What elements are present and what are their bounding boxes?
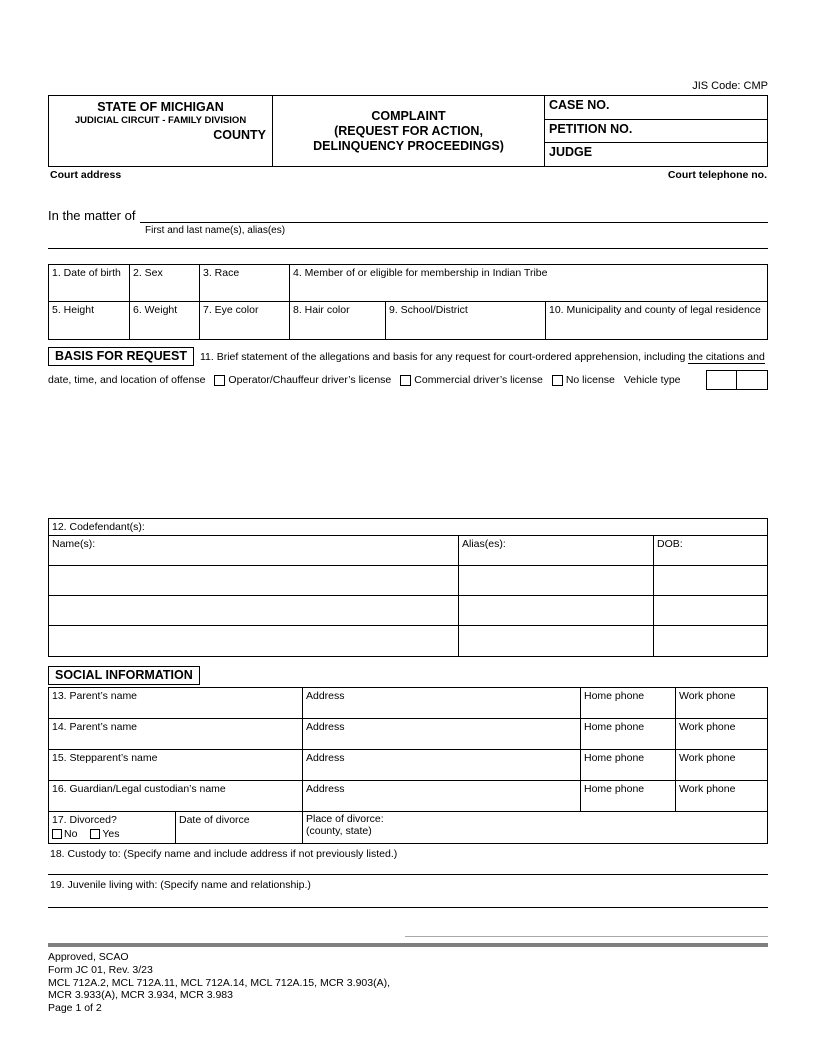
parent1-name-label: 13. Parent’s name <box>52 690 138 702</box>
codefendant-dob-header: DOB: <box>657 538 683 550</box>
address-label: Address <box>306 752 345 764</box>
no-license-checkbox[interactable] <box>552 375 563 386</box>
codefendant-row <box>49 596 767 626</box>
sex-field[interactable] <box>130 265 200 301</box>
home-phone-label: Home phone <box>584 783 645 795</box>
operator-license-option[interactable] <box>214 374 391 386</box>
parent1-row <box>49 688 767 719</box>
codefendant-dob-field[interactable] <box>654 596 767 625</box>
divorced-yes-checkbox[interactable] <box>90 829 100 839</box>
custody-field[interactable] <box>48 844 768 875</box>
divorced-no-option[interactable] <box>52 828 77 840</box>
eye-color-label: 7. Eye color <box>203 304 259 316</box>
demographics-table <box>48 264 768 340</box>
work-phone-label: Work phone <box>679 752 736 764</box>
judge-label: JUDGE <box>549 145 593 160</box>
height-field[interactable] <box>49 302 130 339</box>
home-phone-label: Home phone <box>584 690 645 702</box>
demographics-row-2 <box>48 302 768 340</box>
place-of-divorce-field[interactable] <box>303 812 767 843</box>
codefendant-name-field[interactable] <box>49 566 459 595</box>
operator-license-label: Operator/Chauffeur driver’s license <box>228 374 392 386</box>
no-license-label: No license <box>565 374 615 386</box>
footer-page-number: Page 1 of 2 <box>48 1002 102 1015</box>
codefendant-dob-field[interactable] <box>654 626 767 656</box>
codefendant-row <box>49 626 767 656</box>
guardian-row <box>49 781 767 812</box>
divorced-no-label: No <box>64 828 78 840</box>
jis-code: JIS Code: CMP <box>692 80 768 92</box>
codefendants-table <box>48 518 768 657</box>
guardian-work-phone-field[interactable] <box>676 781 767 811</box>
parent1-work-phone-field[interactable] <box>676 688 767 718</box>
footer-citations-2: MCR 3.933(A), MCR 3.934, MCR 3.983 <box>48 989 233 1002</box>
tribe-field[interactable] <box>290 265 767 301</box>
form-title-line2: (REQUEST FOR ACTION, <box>334 123 483 138</box>
address-label: Address <box>306 721 345 733</box>
divorced-yes-label: Yes <box>102 828 120 840</box>
codefendant-alias-field[interactable] <box>459 626 654 656</box>
stepparent-work-phone-field[interactable] <box>676 750 767 780</box>
divorced-label: 17. Divorced? <box>52 814 117 826</box>
race-field[interactable] <box>200 265 290 301</box>
weight-label: 6. Weight <box>133 304 178 316</box>
parent2-address-field[interactable] <box>303 719 581 749</box>
divorced-field <box>49 812 176 843</box>
hair-color-field[interactable] <box>290 302 386 339</box>
dob-label: 1. Date of birth <box>52 267 121 279</box>
parent2-name-field[interactable] <box>49 719 303 749</box>
demographics-row-1 <box>48 264 768 302</box>
codefendant-alias-field[interactable] <box>459 596 654 625</box>
stepparent-name-label: 15. Stepparent’s name <box>52 752 158 764</box>
matter-name-field-2[interactable] <box>48 236 768 249</box>
divorced-yes-option[interactable] <box>90 828 119 840</box>
municipality-label: 10. Municipality and county of legal residence <box>549 304 761 316</box>
parent2-home-phone-field[interactable] <box>581 719 676 749</box>
school-field[interactable] <box>386 302 546 339</box>
place-of-divorce-hint: (county, state) <box>306 825 372 837</box>
codefendant-name-field[interactable] <box>49 626 459 656</box>
address-label: Address <box>306 690 345 702</box>
circuit-title: JUDICIAL CIRCUIT - FAMILY DIVISION <box>74 115 247 126</box>
codefendant-name-field[interactable] <box>49 596 459 625</box>
commercial-license-label: Commercial driver’s license <box>414 374 543 386</box>
allegations-statement-area[interactable] <box>48 390 768 518</box>
footer-citations-1: MCL 712A.2, MCL 712A.11, MCL 712A.14, MCL 712A.15, MCR 3.903(A), <box>48 976 390 989</box>
parent1-name-field[interactable] <box>49 688 303 718</box>
commercial-license-checkbox[interactable] <box>400 375 411 386</box>
codefendant-name-field[interactable] <box>49 536 459 565</box>
guardian-home-phone-field[interactable] <box>581 781 676 811</box>
basis-section-title: BASIS FOR REQUEST <box>48 347 194 366</box>
address-label: Address <box>306 783 345 795</box>
court-contact-row <box>48 167 768 181</box>
item11-text-cont: date, time, and location of offense <box>48 374 206 386</box>
codefendant-name-header: Name(s): <box>52 538 96 550</box>
operator-license-checkbox[interactable] <box>214 375 225 386</box>
guardian-name-label: 16. Guardian/Legal custodian’s name <box>52 783 226 795</box>
eye-color-field[interactable] <box>200 302 290 339</box>
court-address-label: Court address <box>50 169 122 181</box>
social-table <box>48 687 768 844</box>
state-title: STATE OF MICHIGAN <box>97 100 224 114</box>
school-label: 9. School/District <box>389 304 468 316</box>
codefendants-label: 12. Codefendant(s): <box>49 519 767 536</box>
custody-label: 18. Custody to: (Specify name and include address if not previously listed.) <box>50 848 398 860</box>
divorce-row <box>49 812 767 843</box>
matter-label: In the matter of <box>48 208 136 223</box>
parent1-address-field[interactable] <box>303 688 581 718</box>
place-of-divorce-label: Place of divorce: <box>306 813 384 825</box>
race-label: 3. Race <box>203 267 240 279</box>
petition-no-label: PETITION NO. <box>549 121 633 136</box>
codefendant-dob-field[interactable] <box>654 566 767 595</box>
form-content <box>48 80 768 1015</box>
vehicle-type-label: Vehicle type <box>623 374 681 386</box>
stepparent-address-field[interactable] <box>303 750 581 780</box>
item11-text-underlined: the citations and <box>688 350 765 363</box>
item11-text-main: 11. Brief statement of the allegations and basis for any request for court-ordered apprehension, including <box>199 350 689 363</box>
social-section <box>48 666 768 685</box>
municipality-field[interactable] <box>546 302 767 339</box>
form-footer <box>48 951 768 1015</box>
codefendant-alias-header: Alias(es): <box>462 538 506 550</box>
matter-section <box>48 207 768 249</box>
county-label: COUNTY <box>213 128 266 142</box>
work-phone-label: Work phone <box>679 783 736 795</box>
no-license-option[interactable] <box>552 374 615 386</box>
weight-field[interactable] <box>130 302 200 339</box>
codefendant-alias-field[interactable] <box>459 566 654 595</box>
parent1-home-phone-field[interactable] <box>581 688 676 718</box>
parent2-name-label: 14. Parent’s name <box>52 721 138 733</box>
petition-no-field[interactable] <box>545 119 767 143</box>
vehicle-type-box-2[interactable] <box>737 370 768 390</box>
form-title-line3: DELINQUENCY PROCEEDINGS) <box>313 138 504 153</box>
work-phone-label: Work phone <box>679 721 736 733</box>
parent2-row <box>49 719 767 750</box>
codefendant-row <box>49 566 767 596</box>
form-title-line1: COMPLAINT <box>371 108 446 123</box>
home-phone-label: Home phone <box>584 752 645 764</box>
form-title-cell <box>273 96 545 166</box>
hair-color-label: 8. Hair color <box>293 304 350 316</box>
home-phone-label: Home phone <box>584 721 645 733</box>
footer-divider <box>48 943 768 947</box>
judge-field[interactable] <box>545 142 767 166</box>
caption-table <box>48 95 768 167</box>
commercial-license-option[interactable] <box>400 374 543 386</box>
matter-name-field[interactable] <box>140 207 768 223</box>
sex-label: 2. Sex <box>133 267 163 279</box>
stepparent-home-phone-field[interactable] <box>581 750 676 780</box>
divorced-no-checkbox[interactable] <box>52 829 62 839</box>
basis-section <box>48 347 768 518</box>
living-with-label: 19. Juvenile living with: (Specify name and relationship.) <box>50 879 311 891</box>
case-info-cell <box>545 96 767 166</box>
codefendant-dob-field[interactable] <box>654 536 767 565</box>
guardian-name-field[interactable] <box>49 781 303 811</box>
item11-text <box>200 351 765 363</box>
social-section-title: SOCIAL INFORMATION <box>48 666 200 685</box>
dob-field[interactable] <box>49 265 130 301</box>
stepparent-name-field[interactable] <box>49 750 303 780</box>
codefendants-header-row <box>49 536 767 566</box>
court-identity-cell <box>49 96 273 166</box>
guardian-address-field[interactable] <box>303 781 581 811</box>
case-no-field[interactable] <box>545 96 767 119</box>
living-with-field[interactable] <box>48 875 768 908</box>
tribe-label: 4. Member of or eligible for membership in Indian Tribe <box>293 267 548 279</box>
case-no-label: CASE NO. <box>549 98 610 112</box>
court-phone-label: Court telephone no. <box>667 169 767 181</box>
date-of-divorce-field[interactable] <box>176 812 303 843</box>
matter-hint: First and last name(s), alias(es) <box>145 225 286 236</box>
vehicle-type-boxes <box>706 370 768 390</box>
height-label: 5. Height <box>52 304 95 316</box>
footer-form-number: Form JC 01, Rev. 3/23 <box>48 963 153 976</box>
work-phone-label: Work phone <box>679 690 736 702</box>
vehicle-type-box-1[interactable] <box>706 370 737 390</box>
codefendant-alias-field[interactable] <box>459 536 654 565</box>
stepparent-row <box>49 750 767 781</box>
parent2-work-phone-field[interactable] <box>676 719 767 749</box>
continuation-line[interactable] <box>405 936 768 937</box>
date-of-divorce-label: Date of divorce <box>179 814 250 826</box>
footer-approved: Approved, SCAO <box>48 951 129 963</box>
